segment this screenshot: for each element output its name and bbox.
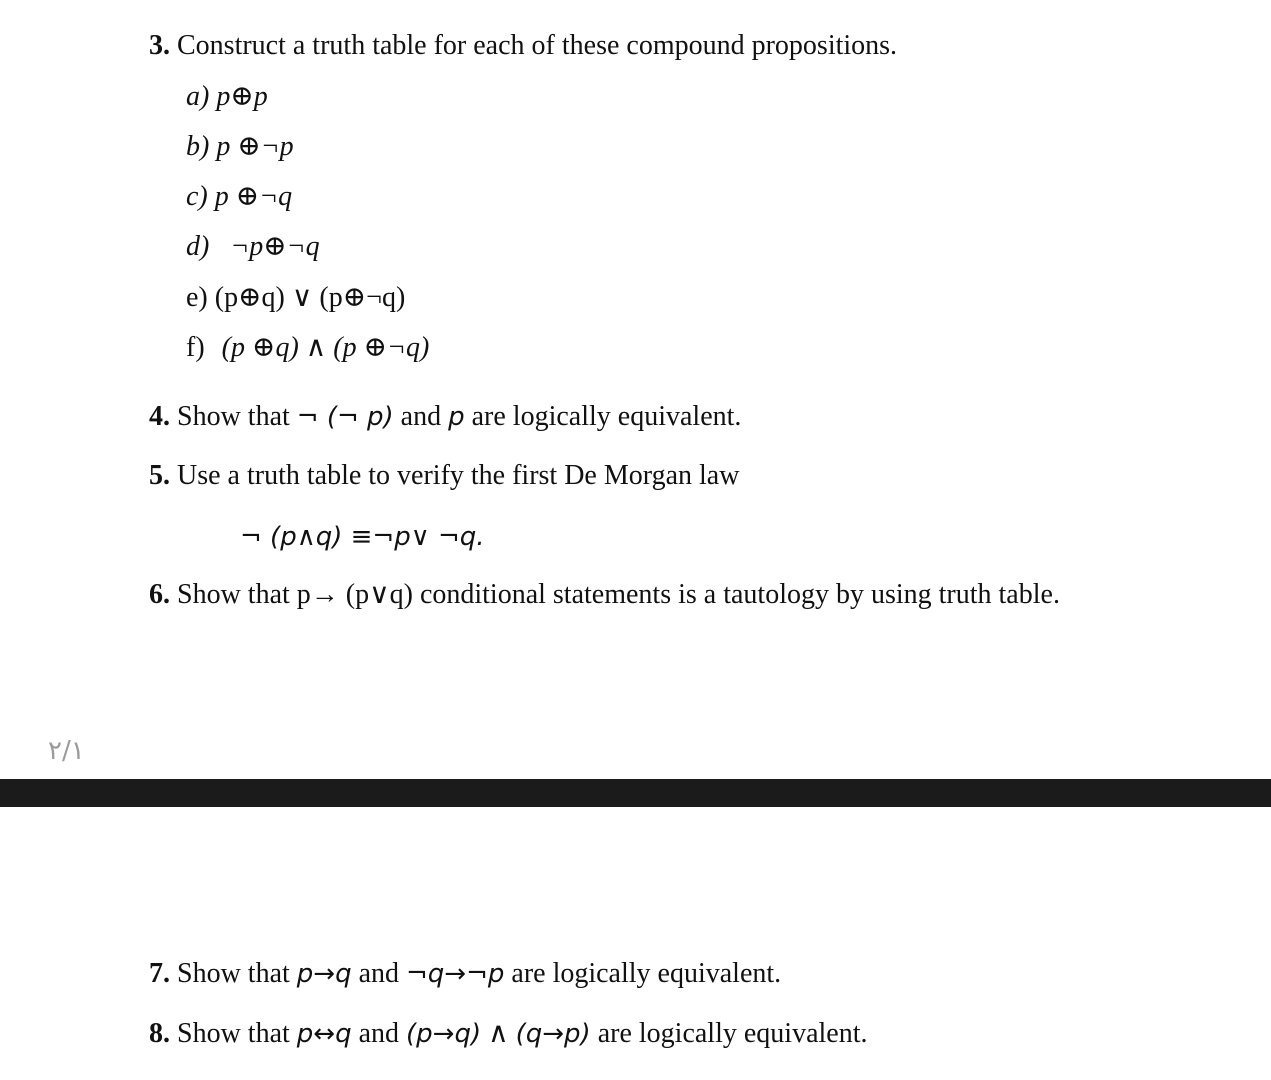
sub-item-d: [186, 230, 320, 264]
question-6: [149, 578, 1060, 612]
math-expression: ¬ (¬ p): [296, 402, 394, 432]
question-text: Construct a truth table for each of these compound propositions.: [177, 30, 898, 61]
question-text-pre: Show that: [177, 401, 297, 432]
question-text-post: are logically equivalent.: [504, 958, 782, 989]
sub-item-expression: (p ⊕q) ∧ (p ⊕¬q): [221, 332, 430, 363]
question-number: 4.: [149, 401, 170, 432]
sub-item-expression: p ⊕¬p: [216, 131, 294, 162]
question-number: 3.: [149, 30, 170, 61]
sub-item-b: [186, 130, 294, 164]
sub-item-c: [186, 180, 292, 214]
math-variable: p: [448, 402, 465, 432]
question-number: 7.: [149, 958, 170, 989]
question-number: 5.: [149, 460, 170, 491]
question-text-mid: and: [351, 958, 407, 989]
question-4: [149, 400, 741, 434]
question-text-mid: and: [393, 401, 449, 432]
question-3: [149, 29, 897, 63]
sub-item-label: b): [186, 131, 210, 162]
sub-item-label: d): [186, 231, 210, 262]
sub-item-e: [186, 281, 405, 315]
math-expression: p↔q: [296, 1019, 352, 1049]
sub-item-label: e): [186, 282, 208, 313]
de-morgan-law: [240, 520, 485, 554]
sub-item-expression: (p⊕q) ∨ (p⊕¬q): [214, 282, 406, 313]
math-expression: ¬q→¬p: [406, 959, 505, 989]
question-text-post: conditional statements is a tautology by using truth table.: [412, 579, 1060, 610]
question-text-pre: Show that: [177, 958, 297, 989]
question-text-pre: Show that: [177, 1018, 297, 1049]
sub-item-a: [186, 80, 268, 114]
page-marker: ٢/١: [48, 736, 85, 766]
and-symbol: ∧: [481, 1018, 516, 1049]
question-number: 6.: [149, 579, 170, 610]
question-5: [149, 459, 739, 493]
question-text-post: are logically equivalent.: [590, 1018, 868, 1049]
math-expression: ¬ (p∧q) ≡¬p∨ ¬q.: [240, 522, 485, 552]
question-8: [149, 1017, 867, 1051]
sub-item-f: [186, 331, 429, 365]
question-text: Use a truth table to verify the first De Morgan law: [177, 460, 740, 491]
math-expression: (q→p): [515, 1019, 591, 1049]
sub-item-label: f): [186, 332, 205, 363]
question-text-pre: Show that p: [177, 579, 311, 610]
question-text-post: are logically equivalent.: [464, 401, 742, 432]
question-number: 8.: [149, 1018, 170, 1049]
sub-item-expression: p ⊕¬q: [214, 181, 293, 212]
page-divider: [0, 779, 1271, 807]
math-expression: (p→q): [406, 1019, 482, 1049]
math-expression: p→q: [296, 959, 352, 989]
question-7: [149, 957, 781, 991]
sub-item-label: a): [186, 81, 210, 112]
sub-item-label: c): [186, 181, 208, 212]
sub-item-expression: ¬p⊕¬q: [230, 231, 320, 262]
sub-item-expression: p⊕p: [216, 81, 268, 112]
math-expression: → (p∨q): [310, 579, 413, 610]
question-text-mid: and: [351, 1018, 407, 1049]
